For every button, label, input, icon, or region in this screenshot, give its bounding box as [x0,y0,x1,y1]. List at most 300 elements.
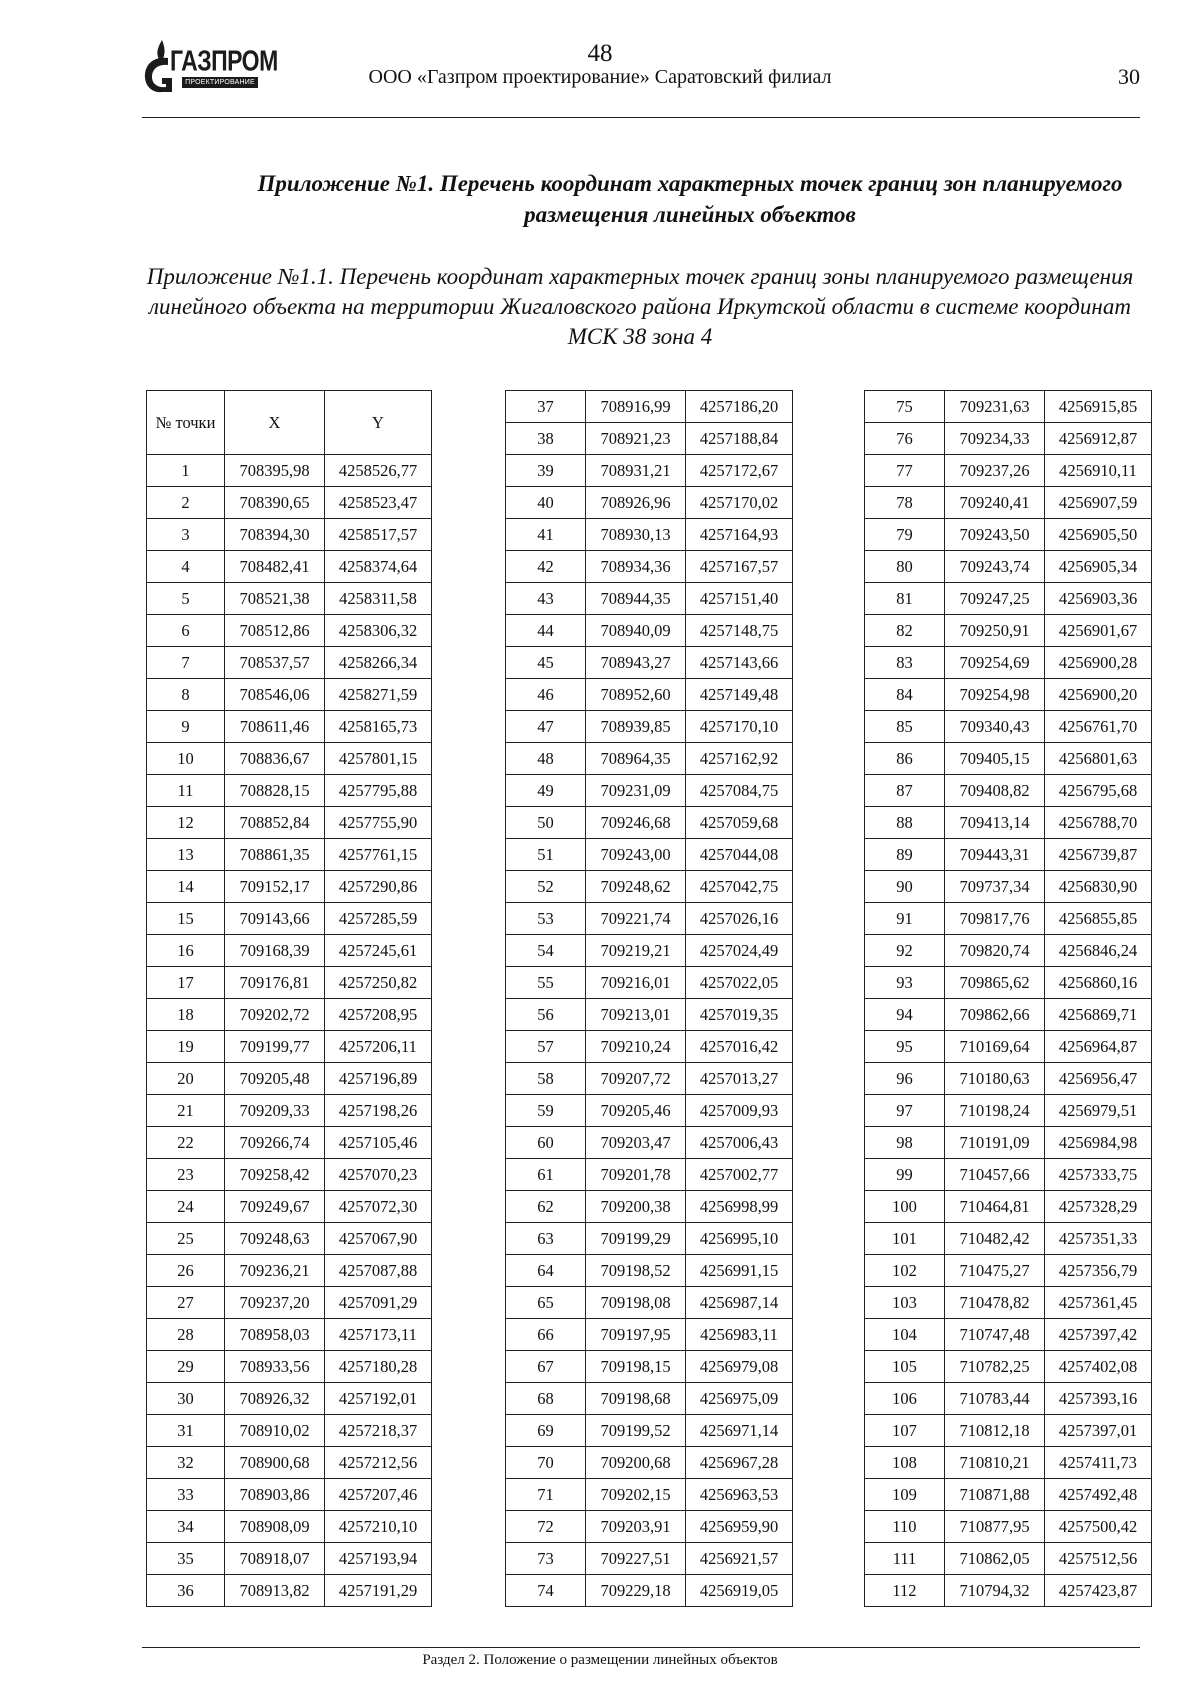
y-cell: 4257397,01 [1045,1415,1152,1447]
point-number-cell: 105 [865,1351,945,1383]
point-number-cell: 87 [865,775,945,807]
y-cell: 4256830,90 [1045,871,1152,903]
table-row [147,1255,432,1287]
x-cell: 710464,81 [945,1191,1045,1223]
x-cell: 710862,05 [945,1543,1045,1575]
table-row [147,1415,432,1447]
table-row [147,807,432,839]
table-row [506,1479,793,1511]
point-number-cell: 89 [865,839,945,871]
table-row [147,775,432,807]
point-number-cell: 42 [506,551,586,583]
y-cell: 4257172,67 [686,455,793,487]
point-number-cell: 37 [506,391,586,423]
table-row [147,839,432,871]
x-cell: 709254,98 [945,679,1045,711]
x-cell: 710475,27 [945,1255,1045,1287]
table-body [147,455,432,1607]
table-row [147,743,432,775]
table-row [865,711,1152,743]
point-number-cell: 10 [147,743,225,775]
x-cell: 710478,82 [945,1287,1045,1319]
table-row [147,1351,432,1383]
table-row [506,551,793,583]
y-cell: 4257170,10 [686,711,793,743]
y-cell: 4256846,24 [1045,935,1152,967]
table-header-row [147,391,432,455]
x-cell: 708964,35 [586,743,686,775]
table-row [506,615,793,647]
x-cell: 709820,74 [945,935,1045,967]
point-number-cell: 109 [865,1479,945,1511]
y-cell: 4257191,29 [325,1575,432,1607]
table-row [865,1575,1152,1607]
x-cell: 710810,21 [945,1447,1045,1479]
point-number-cell: 49 [506,775,586,807]
table-row [506,807,793,839]
y-cell: 4256975,09 [686,1383,793,1415]
point-number-cell: 111 [865,1543,945,1575]
x-cell: 708611,46 [225,711,325,743]
y-cell: 4256907,59 [1045,487,1152,519]
point-number-cell: 31 [147,1415,225,1447]
point-number-cell: 95 [865,1031,945,1063]
point-number-cell: 108 [865,1447,945,1479]
y-cell: 4256995,10 [686,1223,793,1255]
y-cell: 4257245,61 [325,935,432,967]
table-row [506,1095,793,1127]
y-cell: 4257250,82 [325,967,432,999]
table-row [506,999,793,1031]
point-number-cell: 17 [147,967,225,999]
point-number-cell: 4 [147,551,225,583]
table-row [147,999,432,1031]
point-number-cell: 2 [147,487,225,519]
table-row [865,487,1152,519]
point-number-cell: 71 [506,1479,586,1511]
point-number-cell: 19 [147,1031,225,1063]
y-cell: 4256900,28 [1045,647,1152,679]
table-row [147,1191,432,1223]
point-number-cell: 98 [865,1127,945,1159]
table-row [865,1383,1152,1415]
table-row [147,903,432,935]
y-cell: 4257026,16 [686,903,793,935]
point-number-cell: 3 [147,519,225,551]
point-number-cell: 24 [147,1191,225,1223]
point-number-cell: 58 [506,1063,586,1095]
x-cell: 708852,84 [225,807,325,839]
table-row [865,871,1152,903]
x-cell: 709237,26 [945,455,1045,487]
y-cell: 4257091,29 [325,1287,432,1319]
point-number-cell: 65 [506,1287,586,1319]
point-number-cell: 64 [506,1255,586,1287]
y-cell: 4256979,08 [686,1351,793,1383]
x-cell: 710198,24 [945,1095,1045,1127]
x-cell: 709198,68 [586,1383,686,1415]
y-cell: 4258311,58 [325,583,432,615]
x-cell: 709248,63 [225,1223,325,1255]
point-number-cell: 43 [506,583,586,615]
x-cell: 709200,38 [586,1191,686,1223]
x-cell: 709207,72 [586,1063,686,1095]
table-row [865,519,1152,551]
point-number-cell: 97 [865,1095,945,1127]
y-cell: 4256855,85 [1045,903,1152,935]
table-row [506,1511,793,1543]
y-cell: 4257795,88 [325,775,432,807]
point-number-cell: 35 [147,1543,225,1575]
coordinates-table-part-2 [505,390,793,1607]
x-cell: 708537,57 [225,647,325,679]
x-cell: 708395,98 [225,455,325,487]
y-cell: 4256956,47 [1045,1063,1152,1095]
x-cell: 709209,33 [225,1095,325,1127]
x-cell: 708394,30 [225,519,325,551]
x-cell: 709408,82 [945,775,1045,807]
point-number-cell: 77 [865,455,945,487]
x-cell: 709199,77 [225,1031,325,1063]
point-number-cell: 56 [506,999,586,1031]
y-cell: 4258523,47 [325,487,432,519]
table-row [506,1031,793,1063]
point-number-cell: 47 [506,711,586,743]
y-cell: 4257500,42 [1045,1511,1152,1543]
y-cell: 4256963,53 [686,1479,793,1511]
y-cell: 4257167,57 [686,551,793,583]
x-cell: 709210,24 [586,1031,686,1063]
logo-brand-text: ГАЗПРОМ [170,44,278,77]
point-number-cell: 62 [506,1191,586,1223]
y-cell: 4256869,71 [1045,999,1152,1031]
table-row [506,711,793,743]
x-cell: 709227,51 [586,1543,686,1575]
y-cell: 4257192,01 [325,1383,432,1415]
point-number-cell: 78 [865,487,945,519]
y-cell: 4256983,11 [686,1319,793,1351]
x-cell: 709197,95 [586,1319,686,1351]
x-cell: 709413,14 [945,807,1045,839]
table-row [865,455,1152,487]
y-cell: 4256979,51 [1045,1095,1152,1127]
x-cell: 709198,52 [586,1255,686,1287]
x-cell: 709216,01 [586,967,686,999]
x-cell: 708861,35 [225,839,325,871]
table-row [147,1063,432,1095]
x-cell: 709199,52 [586,1415,686,1447]
coordinates-table-part-1 [146,390,432,1607]
x-cell: 709236,21 [225,1255,325,1287]
point-number-cell: 46 [506,679,586,711]
y-cell: 4257149,48 [686,679,793,711]
point-number-cell: 69 [506,1415,586,1447]
table-row [506,1351,793,1383]
y-cell: 4256905,34 [1045,551,1152,583]
table-row [865,839,1152,871]
point-number-cell: 28 [147,1319,225,1351]
coordinates-table-part-3 [864,390,1152,1607]
point-number-cell: 51 [506,839,586,871]
y-cell: 4257105,46 [325,1127,432,1159]
point-number-cell: 12 [147,807,225,839]
point-number-cell: 92 [865,935,945,967]
table-row [865,1063,1152,1095]
y-cell: 4256903,36 [1045,583,1152,615]
y-cell: 4257148,75 [686,615,793,647]
x-cell: 710812,18 [945,1415,1045,1447]
y-cell: 4257044,08 [686,839,793,871]
x-cell: 710191,09 [945,1127,1045,1159]
point-number-cell: 57 [506,1031,586,1063]
appendix-subtitle: Приложение №1.1. Перечень координат характерных точек границ зоны планируемого размещения линейного объекта на территории Жигаловского района Иркутской области в системе координат МСК 38 зона 4 [146,264,1134,349]
table-row [865,807,1152,839]
y-cell: 4257151,40 [686,583,793,615]
table-row [865,1159,1152,1191]
table-row [865,583,1152,615]
table-row [865,391,1152,423]
table-row [865,1095,1152,1127]
point-number-cell: 73 [506,1543,586,1575]
table-row [147,711,432,743]
x-cell: 708546,06 [225,679,325,711]
y-cell: 4256910,11 [1045,455,1152,487]
table-row [147,935,432,967]
table-row [147,1031,432,1063]
x-cell: 710482,42 [945,1223,1045,1255]
point-number-cell: 7 [147,647,225,679]
y-cell: 4257402,08 [1045,1351,1152,1383]
point-number-cell: 53 [506,903,586,935]
y-cell: 4257188,84 [686,423,793,455]
point-number-cell: 55 [506,967,586,999]
x-cell: 709205,48 [225,1063,325,1095]
y-cell: 4256739,87 [1045,839,1152,871]
point-number-cell: 52 [506,871,586,903]
x-cell: 709202,15 [586,1479,686,1511]
point-number-cell: 36 [147,1575,225,1607]
x-cell: 709219,21 [586,935,686,967]
y-cell: 4257198,26 [325,1095,432,1127]
point-number-cell: 94 [865,999,945,1031]
point-number-cell: 82 [865,615,945,647]
table-row [147,871,432,903]
header-y: Y [325,391,432,455]
y-cell: 4257070,23 [325,1159,432,1191]
x-cell: 709143,66 [225,903,325,935]
y-cell: 4257084,75 [686,775,793,807]
table-row [506,583,793,615]
point-number-cell: 66 [506,1319,586,1351]
point-number-cell: 76 [865,423,945,455]
y-cell: 4257755,90 [325,807,432,839]
x-cell: 710794,32 [945,1575,1045,1607]
point-number-cell: 45 [506,647,586,679]
table-row [147,1479,432,1511]
y-cell: 4257013,27 [686,1063,793,1095]
table-row [506,743,793,775]
y-cell: 4256984,98 [1045,1127,1152,1159]
sheet-number: 30 [1118,64,1140,89]
gazprom-logo [142,38,278,94]
y-cell: 4257492,48 [1045,1479,1152,1511]
point-number-cell: 26 [147,1255,225,1287]
x-cell: 709203,47 [586,1127,686,1159]
table-row [506,455,793,487]
table-row [147,1095,432,1127]
point-number-cell: 20 [147,1063,225,1095]
x-cell: 708836,67 [225,743,325,775]
y-cell: 4257162,92 [686,743,793,775]
page-number: 48 [587,40,613,67]
table-row [865,1191,1152,1223]
point-number-cell: 67 [506,1351,586,1383]
y-cell: 4257351,33 [1045,1223,1152,1255]
table-row [865,1511,1152,1543]
y-cell: 4256921,57 [686,1543,793,1575]
y-cell: 4257019,35 [686,999,793,1031]
y-cell: 4257361,45 [1045,1287,1152,1319]
table-row [506,1127,793,1159]
point-number-cell: 60 [506,1127,586,1159]
table-row [506,1543,793,1575]
y-cell: 4257193,94 [325,1543,432,1575]
y-cell: 4258165,73 [325,711,432,743]
x-cell: 708916,99 [586,391,686,423]
table-row [865,999,1152,1031]
point-number-cell: 106 [865,1383,945,1415]
point-number-cell: 48 [506,743,586,775]
y-cell: 4256967,28 [686,1447,793,1479]
y-cell: 4257087,88 [325,1255,432,1287]
table-row [506,1063,793,1095]
x-cell: 709250,91 [945,615,1045,647]
point-number-cell: 72 [506,1511,586,1543]
point-number-cell: 61 [506,1159,586,1191]
x-cell: 709234,33 [945,423,1045,455]
y-cell: 4257212,56 [325,1447,432,1479]
y-cell: 4257208,95 [325,999,432,1031]
point-number-cell: 34 [147,1511,225,1543]
point-number-cell: 83 [865,647,945,679]
table-row [506,679,793,711]
point-number-cell: 33 [147,1479,225,1511]
table-row [147,487,432,519]
y-cell: 4257411,73 [1045,1447,1152,1479]
x-cell: 709817,76 [945,903,1045,935]
table-row [147,455,432,487]
x-cell: 709243,74 [945,551,1045,583]
point-number-cell: 30 [147,1383,225,1415]
y-cell: 4257059,68 [686,807,793,839]
x-cell: 709243,50 [945,519,1045,551]
y-cell: 4256901,67 [1045,615,1152,647]
y-cell: 4257423,87 [1045,1575,1152,1607]
point-number-cell: 1 [147,455,225,487]
x-cell: 709200,68 [586,1447,686,1479]
table-row [865,1479,1152,1511]
table-row [506,1223,793,1255]
point-number-cell: 32 [147,1447,225,1479]
x-cell: 708921,23 [586,423,686,455]
y-cell: 4256761,70 [1045,711,1152,743]
point-number-cell: 63 [506,1223,586,1255]
y-cell: 4256991,15 [686,1255,793,1287]
table-row [147,967,432,999]
y-cell: 4257016,42 [686,1031,793,1063]
y-cell: 4257002,77 [686,1159,793,1191]
table-row [865,679,1152,711]
x-cell: 709205,46 [586,1095,686,1127]
table-row [506,967,793,999]
point-number-cell: 101 [865,1223,945,1255]
point-number-cell: 80 [865,551,945,583]
y-cell: 4257067,90 [325,1223,432,1255]
y-cell: 4256912,87 [1045,423,1152,455]
header-divider [142,117,1140,118]
table-row [506,839,793,871]
table-row [506,423,793,455]
point-number-cell: 29 [147,1351,225,1383]
footer-section-title: Раздел 2. Положение о размещении линейных объектов [422,1652,778,1668]
x-cell: 708918,07 [225,1543,325,1575]
y-cell: 4258526,77 [325,455,432,487]
x-cell: 709865,62 [945,967,1045,999]
point-number-cell: 84 [865,679,945,711]
x-cell: 709240,41 [945,487,1045,519]
y-cell: 4257512,56 [1045,1543,1152,1575]
y-cell: 4257207,46 [325,1479,432,1511]
y-cell: 4257196,89 [325,1063,432,1095]
point-number-cell: 91 [865,903,945,935]
point-number-cell: 107 [865,1415,945,1447]
point-number-cell: 9 [147,711,225,743]
point-number-cell: 6 [147,615,225,647]
x-cell: 709405,15 [945,743,1045,775]
y-cell: 4257801,15 [325,743,432,775]
table-row [147,1447,432,1479]
point-number-cell: 15 [147,903,225,935]
table-row [147,1575,432,1607]
y-cell: 4256801,63 [1045,743,1152,775]
x-cell: 708940,09 [586,615,686,647]
table-row [865,967,1152,999]
y-cell: 4256971,14 [686,1415,793,1447]
table-row [506,487,793,519]
table-row [147,583,432,615]
point-number-cell: 8 [147,679,225,711]
point-number-cell: 44 [506,615,586,647]
table-row [506,935,793,967]
x-cell: 708933,56 [225,1351,325,1383]
table-row [147,1127,432,1159]
appendix-title: Приложение №1. Перечень координат характерных точек границ зон планируемого размещения линейных объектов [257,171,1123,227]
table-row [865,1223,1152,1255]
y-cell: 4257761,15 [325,839,432,871]
y-cell: 4258517,57 [325,519,432,551]
table-row [506,1383,793,1415]
x-cell: 708521,38 [225,583,325,615]
y-cell: 4256959,90 [686,1511,793,1543]
point-number-cell: 38 [506,423,586,455]
table-row [147,647,432,679]
table-row [865,1415,1152,1447]
x-cell: 708943,27 [586,647,686,679]
table-row [865,551,1152,583]
table-row [506,647,793,679]
y-cell: 4256919,05 [686,1575,793,1607]
x-cell: 709176,81 [225,967,325,999]
